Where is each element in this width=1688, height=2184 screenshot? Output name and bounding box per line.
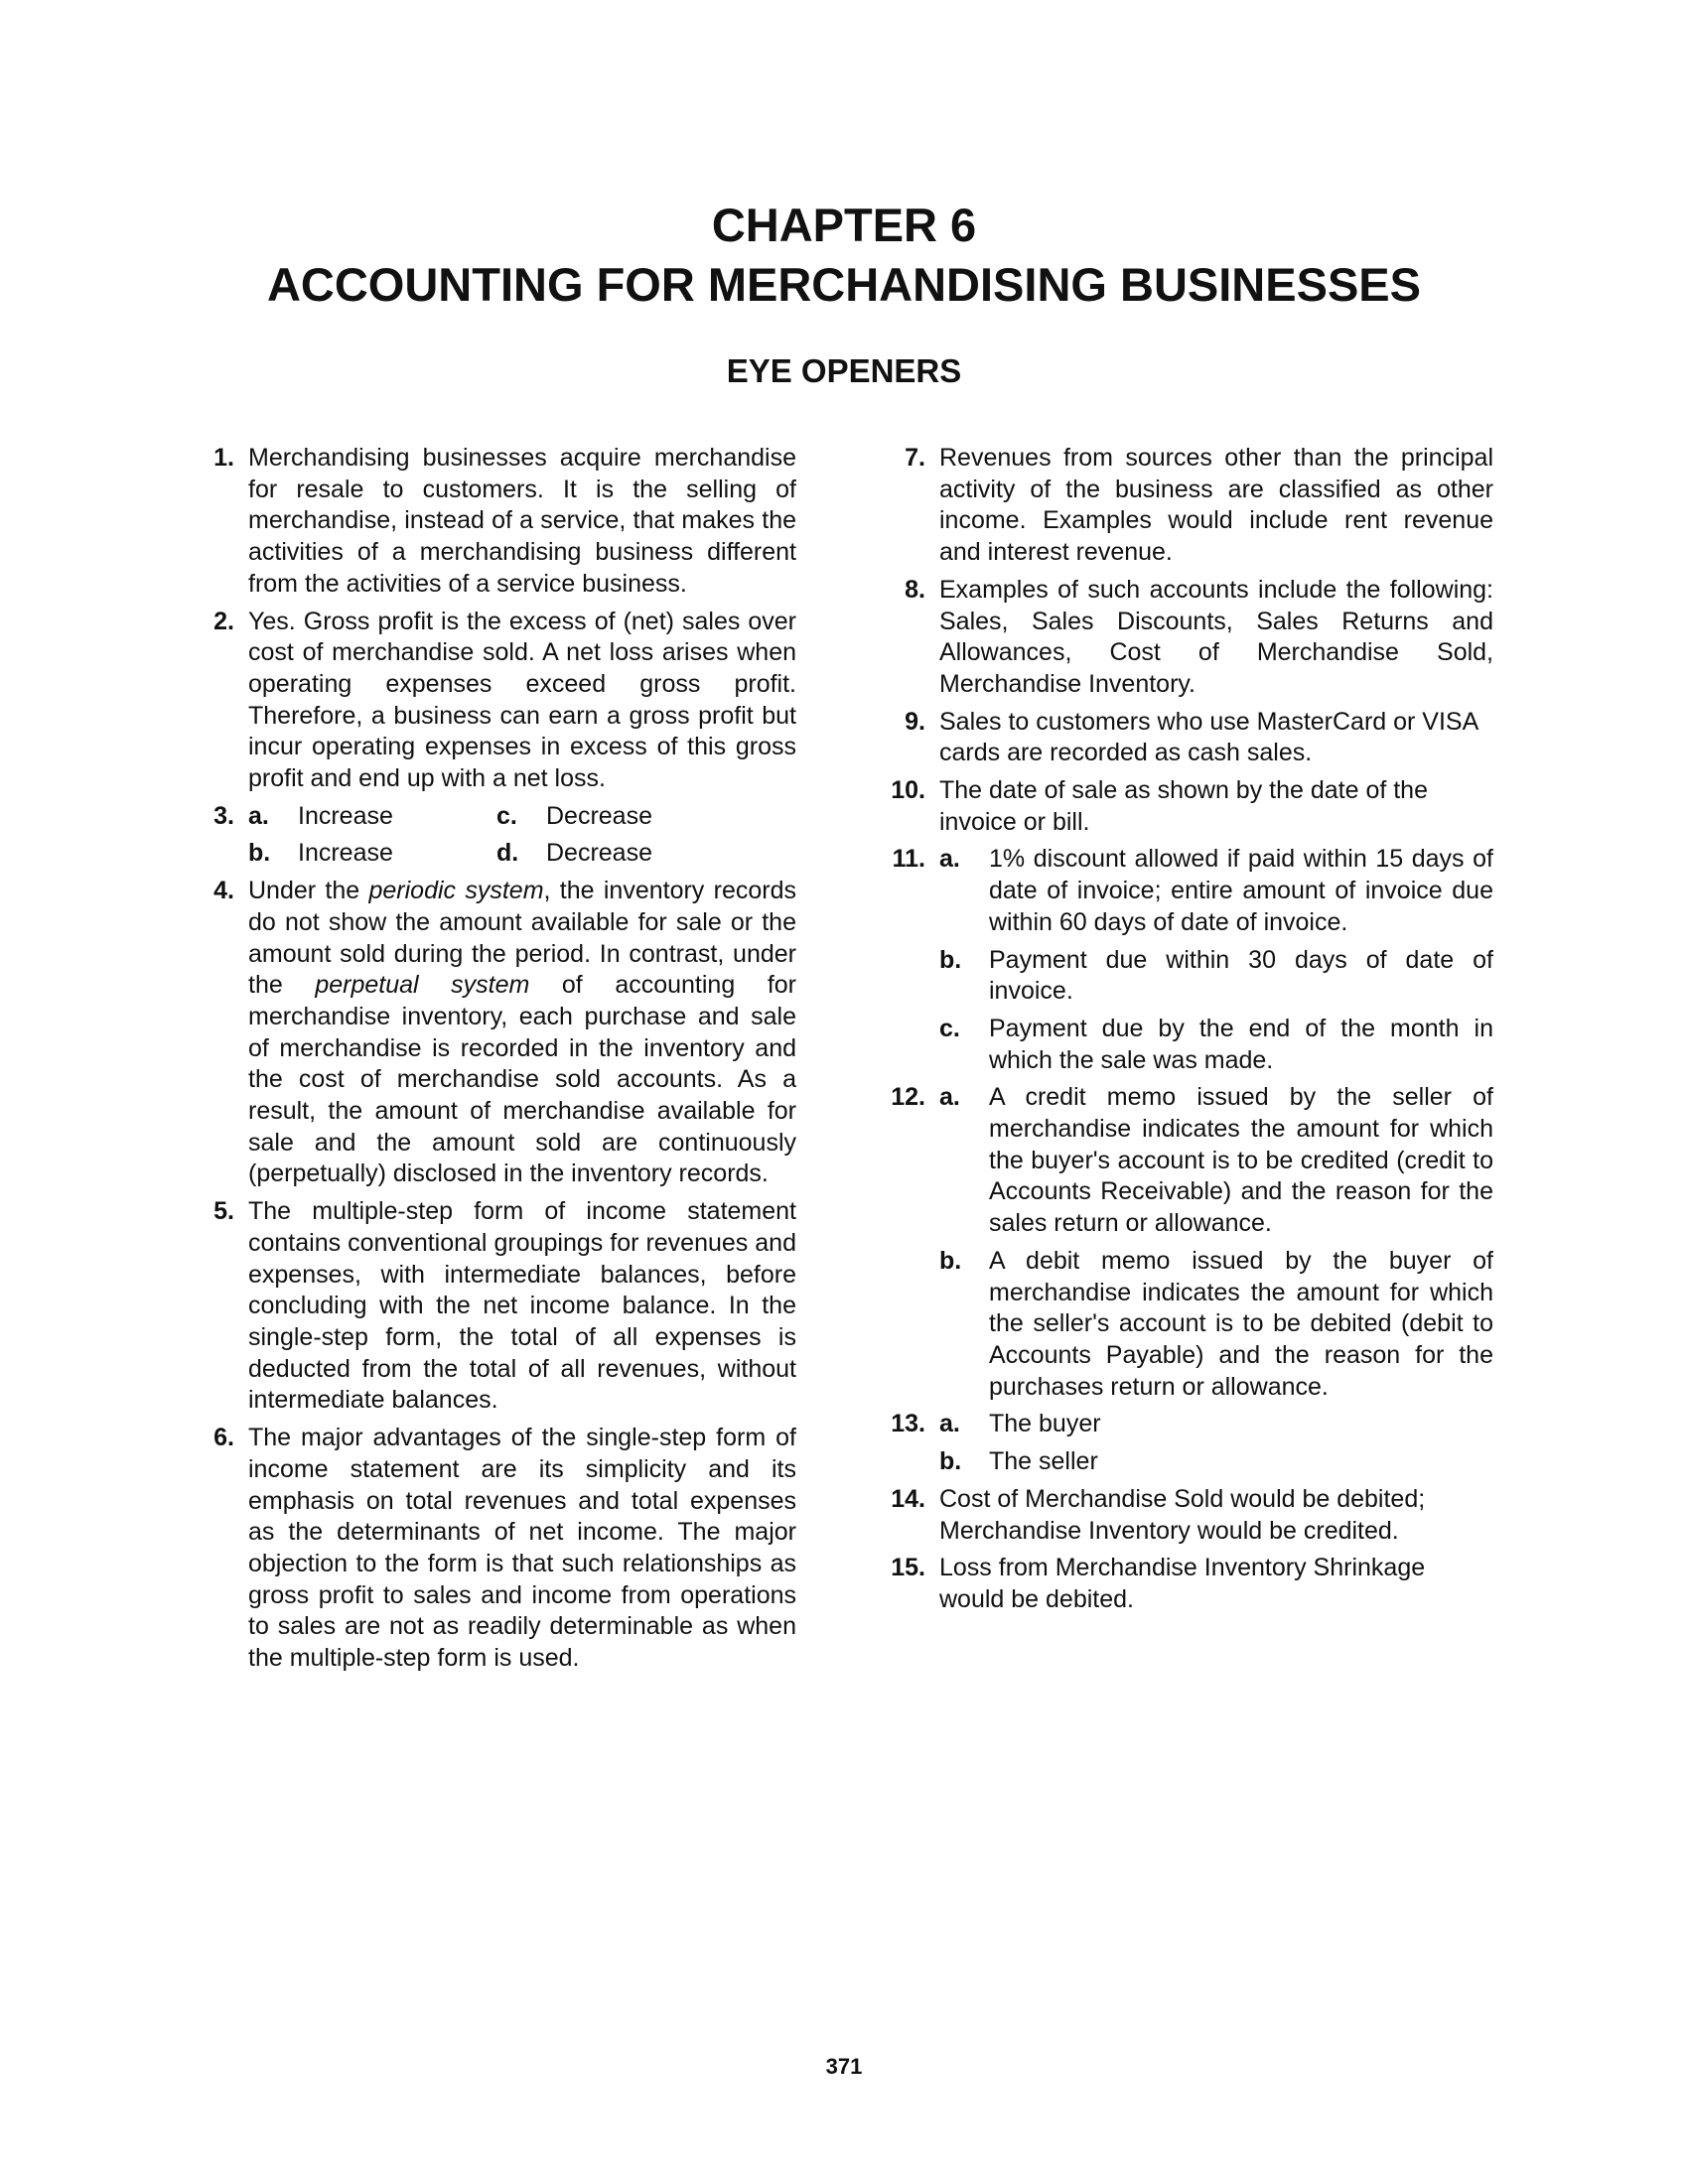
list-item-14 — [886, 1484, 1493, 1547]
sub-letter: d. — [496, 839, 519, 868]
item-number: 12. — [891, 1083, 925, 1112]
chapter-title: CHAPTER 6 — [711, 199, 977, 251]
item-text: The date of sale as shown by the date of the invoice or bill. — [939, 776, 1428, 836]
item-number: 5. — [213, 1197, 234, 1226]
item-number: 3. — [213, 801, 234, 830]
item-text: Loss from Merchandise Inventory Shrinkage would be debited. — [939, 1554, 1426, 1613]
answer-grid — [248, 801, 796, 870]
text-run: , the inventory records do not show the amount available for sale or the amount sold during the period. In contrast, under the — [248, 877, 796, 1000]
list-item-3 — [195, 801, 796, 870]
sub-text: A debit memo issued by the buyer of merchandise indicates the amount for which the seller's account is to be debited (debit to Accounts Payable) and the reason for the purchases return or allowance. — [989, 1246, 1493, 1401]
sub-item-b — [939, 945, 1493, 1008]
item-number: 9. — [905, 707, 925, 736]
text-run: of accounting for merchandise inventory, each purchase and sale of merchandise is recorded in the inventory and the cost of merchandise sold accounts. As a result, the amount of merchandise available for sale and the amount sold are continuously (perpetually) disclosed in the inventory records. — [248, 971, 796, 1188]
sub-letter: a. — [939, 1083, 960, 1112]
sub-text: 1% discount allowed if paid within 15 days of date of invoice; entire amount of invoice due within 60 days of date of invoice. — [989, 845, 1493, 936]
answer-a — [248, 801, 496, 833]
list-item-9 — [886, 707, 1493, 769]
item-text: The multiple-step form of income statement contains conventional groupings for revenues and expenses, with intermediate balances, before concluding with the net income balance. In the single-step form, the total of all expenses is deducted from the total of all revenues, without intermediate balances. — [248, 1197, 796, 1415]
sub-letter: b. — [248, 839, 271, 868]
page-number: 371 — [825, 2054, 863, 2079]
sub-text: The seller — [989, 1447, 1098, 1476]
sub-text: The buyer — [989, 1410, 1101, 1438]
item-number: 15. — [891, 1554, 925, 1582]
answer-text: Decrease — [546, 839, 652, 868]
chapter-subtitle: ACCOUNTING FOR MERCHANDISING BUSINESSES — [266, 258, 1421, 311]
left-column — [195, 443, 796, 1681]
item-text — [248, 876, 796, 1190]
sub-item-b — [939, 1446, 1493, 1478]
answer-text: Increase — [298, 801, 393, 830]
item-text: Examples of such accounts include the following: Sales, Sales Discounts, Sales Returns and Allowances, Cost of Merchandise Sold, Merchandise Inventory. — [939, 575, 1493, 698]
emphasis-periodic-system: periodic system — [368, 877, 544, 905]
right-column — [886, 443, 1493, 1622]
sub-letter: c. — [939, 1014, 960, 1042]
sub-letter: c. — [496, 801, 517, 830]
item-text: Sales to customers who use MasterCard or VISA cards are recorded as cash sales. — [939, 707, 1477, 767]
section-title: EYE OPENERS — [726, 352, 962, 389]
sub-letter: a. — [248, 801, 269, 830]
list-item-15 — [886, 1553, 1493, 1615]
answer-c — [496, 801, 745, 833]
item-number: 13. — [891, 1410, 925, 1438]
item-text: Merchandising businesses acquire merchandise for resale to customers. It is the selling of merchandise, instead of a service, that makes the activities of a merchandising business different from the activities of a service business. — [248, 444, 796, 598]
list-item-13 — [886, 1409, 1493, 1477]
list-item-6 — [195, 1423, 796, 1675]
sub-letter: b. — [939, 945, 962, 974]
emphasis-perpetual-system: perpetual system — [315, 971, 530, 1000]
list-item-7 — [886, 443, 1493, 569]
item-text: Revenues from sources other than the principal activity of the business are classified as other income. Examples would include rent revenue and interest revenue. — [939, 444, 1493, 567]
sub-item-a — [939, 1409, 1493, 1440]
item-text: The major advantages of the single-step form of income statement are its simplicity and its emphasis on total revenues and total expenses as the determinants of net income. The major objection to the form is that such relationships as gross profit to sales and income from operations to sales are not as readily determinable as when the multiple-step form is used. — [248, 1424, 796, 1673]
sub-letter: a. — [939, 1410, 960, 1438]
list-item-2 — [195, 607, 796, 795]
item-number: 7. — [905, 444, 925, 472]
list-item-8 — [886, 575, 1493, 701]
item-number: 2. — [213, 607, 234, 635]
list-item-11 — [886, 844, 1493, 1076]
list-item-4 — [195, 876, 796, 1190]
sub-item-a — [939, 844, 1493, 938]
sub-letter: b. — [939, 1447, 962, 1476]
item-number: 8. — [905, 575, 925, 604]
sub-text: Payment due within 30 days of date of invoice. — [989, 945, 1493, 1006]
item-number: 14. — [891, 1484, 925, 1513]
sub-letter: b. — [939, 1246, 962, 1275]
item-number: 11. — [892, 845, 925, 874]
sub-item-b — [939, 1246, 1493, 1404]
sub-text: A credit memo issued by the seller of merchandise indicates the amount for which the buyer's account is to be credited (credit to Accounts Receivable) and the reason for the sales return or allowance. — [989, 1083, 1493, 1238]
item-number: 10. — [891, 776, 925, 805]
sub-item-a — [939, 1082, 1493, 1240]
item-number: 4. — [213, 877, 234, 905]
item-number: 1. — [213, 444, 234, 472]
sub-item-c — [939, 1014, 1493, 1076]
sub-text: Payment due by the end of the month in which the sale was made. — [989, 1014, 1493, 1074]
text-run: Under the — [248, 877, 369, 905]
answer-b — [248, 838, 496, 870]
list-item-1 — [195, 443, 796, 601]
list-item-5 — [195, 1196, 796, 1417]
answer-d — [496, 838, 745, 870]
item-text: Yes. Gross profit is the excess of (net) sales over cost of merchandise sold. A net loss arises when operating expenses exceed gross profit. Therefore, a business can earn a gross profit but incur operating expenses in excess of this gross profit and end up with a net loss. — [248, 607, 796, 793]
item-text: Cost of Merchandise Sold would be debited; Merchandise Inventory would be credited. — [939, 1484, 1426, 1545]
answer-text: Decrease — [546, 801, 652, 830]
sub-letter: a. — [939, 845, 960, 874]
answer-text: Increase — [298, 839, 393, 868]
list-item-10 — [886, 775, 1493, 838]
list-item-12 — [886, 1082, 1493, 1403]
item-number: 6. — [213, 1424, 234, 1452]
